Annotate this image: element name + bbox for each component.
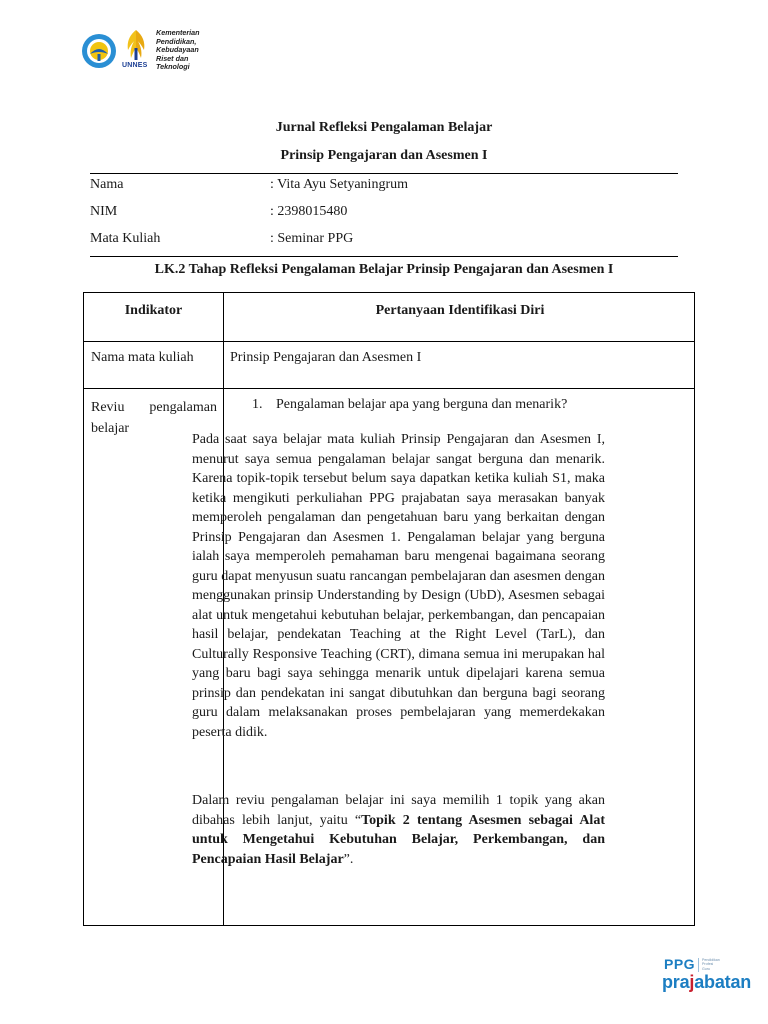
document-subtitle: Prinsip Pengajaran dan Asesmen I: [280, 148, 488, 163]
row-divider: [84, 388, 694, 389]
mata-kuliah-label: Mata Kuliah: [90, 231, 161, 246]
wordmark-accent: j: [689, 972, 695, 992]
ppg-small-line: Guru: [702, 966, 710, 971]
logo-divider: [698, 958, 699, 972]
prajabatan-wordmark: [662, 972, 751, 993]
paragraph-2-end: ”.: [343, 851, 354, 867]
kemdikbud-logo-icon: [80, 32, 118, 70]
nim-label: NIM: [90, 204, 118, 219]
institution-line: Teknologi: [156, 62, 190, 72]
lk-title: LK.2 Tahap Refleksi Pengalaman Belajar Prinsip Pengajaran dan Asesmen I: [154, 262, 614, 277]
wordmark-part: abatan: [694, 972, 752, 992]
row2-label-word: Reviu: [91, 400, 125, 415]
question-number: 1.: [252, 397, 263, 412]
institution-line: Pendidikan,: [156, 36, 197, 46]
row2-label-word: pengalaman: [149, 400, 217, 415]
institution-line: Riset dan: [156, 53, 189, 63]
mata-kuliah-value: : Seminar PPG: [270, 231, 354, 246]
institution-line: Kementerian: [156, 28, 200, 37]
nim-value: : 2398015480: [270, 204, 348, 219]
institution-name: [156, 29, 200, 72]
answer-paragraph-2: [192, 791, 605, 869]
row2-label-line: belajar: [91, 421, 130, 436]
row1-value: Prinsip Pengajaran dan Asesmen I: [230, 350, 422, 365]
row-divider: [84, 341, 694, 342]
answer-paragraph-1: Pada saat saya belajar mata kuliah Prinsip Pengajaran dan Asesmen I, menurut saya semua pengalaman belajar sangat berguna dan menarik. Karena topik-topik tersebut belum saya dapatkan ketika kuliah S1, maka ketika mengikuti perkuliahan PPG prajabatan saya merasakan banyak memperoleh pengalaman dan pengetahuan baru yang berkaitan dengan Prinsip Pengajaran dan Asesmen 1. Pengalaman belajar yang berguna ialah saya memperoleh pemahaman baru mengenai bagaimana seorang guru dapat menyusun suatu rancangan pembelajaran dan asesmen dengan menggunakan prinsip Understanding by Design (UbD), Asesmen sebagai alat untuk mengetahui kebutuhan belajar, perkembangan, dan pencapaian hasil belajar, pendekatan Teaching at the Right Level (TarL), dan Culturally Responsive Teaching (CRT), dimana semua ini merupakan hal yang baru bagi saya sehingga menarik untuk dipelajari karena semua prinsip dan pendekatan ini sangat dibutuhkan dan berguna bagi seorang guru dalam melaksanakan proses pembelajaran yang memerdekakan peserta didik.: [192, 432, 605, 740]
nama-value: : Vita Ayu Setyaningrum: [270, 177, 408, 192]
ppg-small-line: Profesi: [702, 962, 714, 967]
header-indikator: Indikator: [124, 303, 183, 318]
header-pertanyaan: Pertanyaan Identifikasi Diri: [375, 303, 545, 318]
row2-label-line: [91, 397, 217, 418]
document-title: Jurnal Refleksi Pengalaman Belajar: [275, 120, 493, 135]
row1-label: Nama mata kuliah: [91, 350, 194, 365]
header-logos: [80, 26, 250, 78]
topic-highlight: Topik 2 tentang Asesmen sebagai Alat untuk Mengetahui Kebutuhan Belajar, Perkembangan, dan Pencapaian Hasil Belajar: [192, 812, 605, 867]
ppg-label: PPG: [664, 956, 696, 972]
divider-bottom: [90, 256, 678, 257]
unnes-label: UNNES: [122, 62, 148, 69]
ppg-small-text: [702, 958, 720, 971]
nama-label: Nama: [90, 177, 124, 192]
ppg-small-line: Pendidikan: [702, 958, 720, 962]
ppg-prajabatan-logo: [662, 956, 752, 996]
paragraph-2-intro: Dalam reviu pengalaman belajar ini saya memilih 1 topik yang akan dibahas lebih lanjut, yaitu “: [192, 793, 605, 828]
wordmark-part: pra: [662, 972, 690, 992]
institution-line: Kebudayaan: [156, 45, 199, 55]
divider-top: [90, 173, 678, 174]
question-text: Pengalaman belajar apa yang berguna dan menarik?: [276, 397, 568, 412]
